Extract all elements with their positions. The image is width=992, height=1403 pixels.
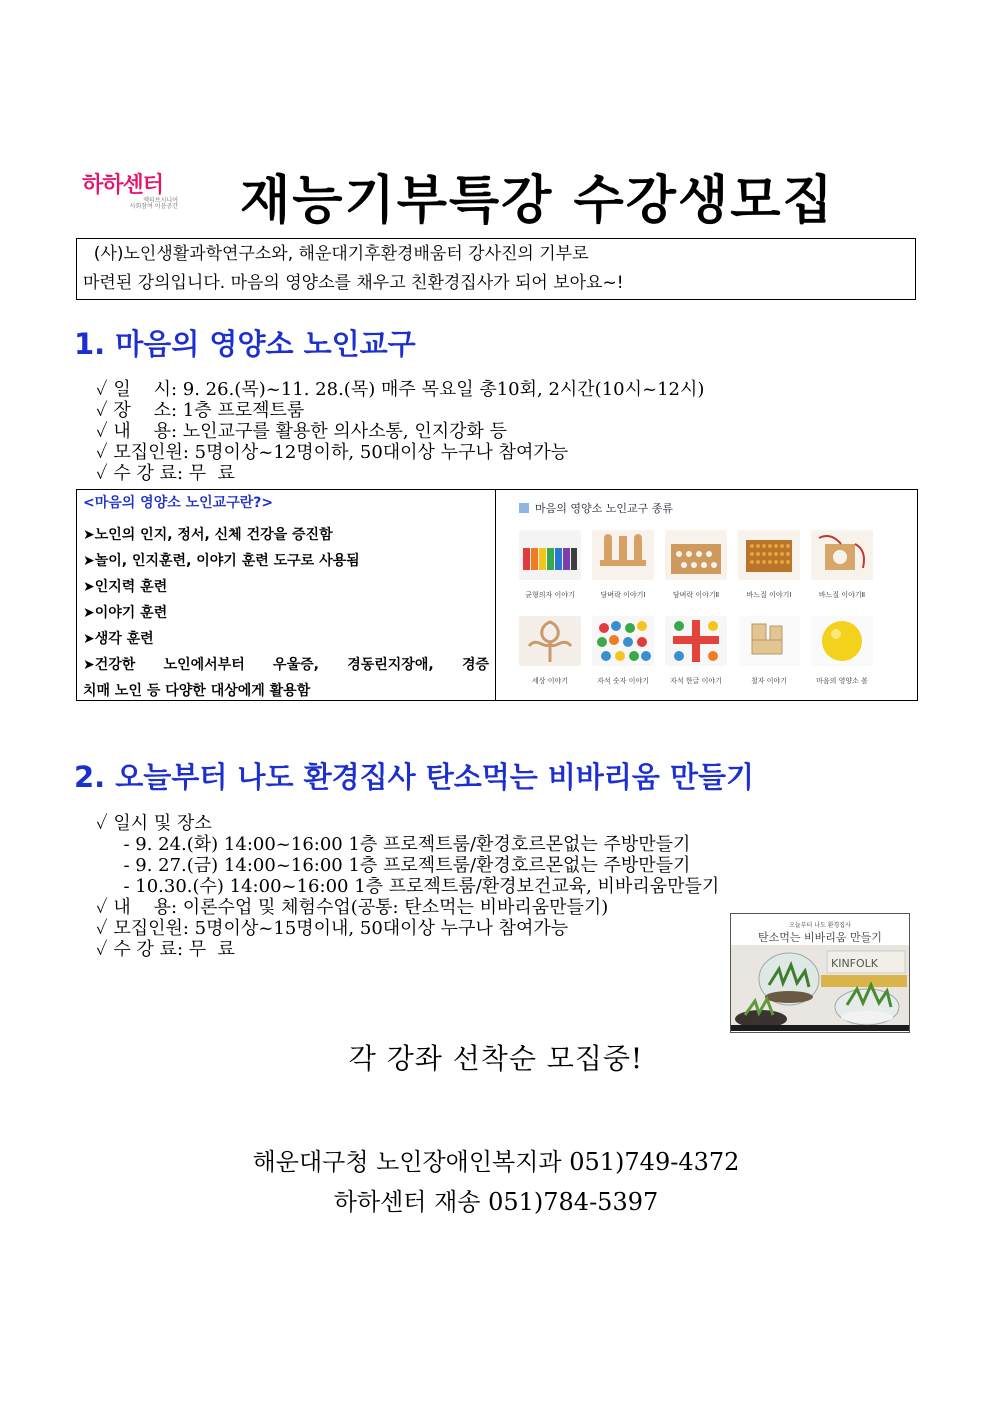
toy-info-box [76,489,918,701]
toy-caption: 담벼락 이야기Ⅰ [600,591,646,599]
toy-point: ➤노인의 인지, 정서, 신체 건강을 증진함 [83,527,333,543]
toy-point: 치매 노인 등 다양한 대상에게 활용함 [83,683,311,699]
toy-image [738,530,800,580]
center-logo [82,168,178,226]
toy-item [811,616,873,686]
logo-tagline-1: 액티브시니어 [143,197,178,204]
toy-caption: 담벼락 이야기Ⅱ [672,591,720,599]
toy-caption: 철자 이야기 [750,677,788,685]
section1-fee: ✓ 수 강 료: 무 료 [96,463,235,484]
section2-session-1: - 9. 24.(화) 14:00~16:00 1층 프로젝트룸/환경호르몬없는 주방만들기 [112,834,691,855]
toy-item [592,616,654,686]
toy-point: ➤놀이, 인지훈련, 이야기 훈련 도구로 사용됨 [83,553,360,569]
section2-heading: 2. 오늘부터 나도 환경집사 탄소먹는 비바리움 만들기 [74,760,755,794]
toy-item [811,530,873,600]
toy-info-heading: <마음의 영양소 노인교구란?> [83,495,274,511]
intro-line-2: 마련된 강의입니다. 마음의 영양소를 채우고 친환경집사가 되어 보아요~! [83,273,624,293]
toy-item [519,530,581,600]
photo-caption-small: 오늘부터 나도 환경집사 [789,922,851,929]
toy-caption: 마음의 영양소 볼 [816,677,868,685]
closing-message: 각 강좌 선착순 모집중! [348,1042,644,1075]
toy-point: ➤인지력 훈련 [83,579,168,595]
toy-item [738,616,800,686]
square-icon [519,503,529,513]
logo-wordmark: 하하센터 [82,173,164,198]
toy-caption: 바느질 이야기Ⅱ [818,591,866,599]
toy-item [738,530,800,600]
vivarium-image [731,945,909,1031]
toy-caption: 바느질 이야기Ⅰ [746,591,792,599]
toy-item [519,616,581,686]
toy-gallery [497,490,917,700]
toy-image [519,616,581,666]
section1-heading: 1. 마음의 영양소 노인교구 [74,327,416,361]
contact-gu-office: 해운대구청 노인장애인복지과 051)749-4372 [252,1148,740,1176]
vivarium-photo [730,913,910,1033]
section2-capacity: ✓ 모집인원: 5명이상~15명이내, 50대이상 누구나 참여가능 [96,918,569,939]
toy-item [665,616,727,686]
section1-place: ✓ 장 소: 1층 프로젝트룸 [96,400,305,421]
logo-tagline-2: 사회참여 이음공간 [129,203,178,210]
photo-caption: 탄소먹는 비바리움 만들기 [758,931,882,944]
section1-capacity: ✓ 모집인원: 5명이상~12명이하, 50대이상 누구나 참여가능 [96,442,569,463]
toy-image [738,616,800,666]
toy-image [519,530,581,580]
toy-image [592,616,654,666]
toy-point: ➤생각 훈련 [83,631,154,647]
toy-point: ➤이야기 훈련 [83,605,168,621]
photo-book-title: KINFOLK [831,957,879,970]
intro-line-1: (사)노인생활과학연구소와, 해운대기후환경배움터 강사진의 기부로 [83,244,589,264]
toy-caption: 자석 숫자 이야기 [597,677,649,685]
toy-item [592,530,654,600]
toy-caption: 세상 이야기 [531,677,569,685]
section2-content: ✓ 내 용: 이론수업 및 체험수업(공통: 탄소먹는 비바리움만들기) [96,897,609,918]
toy-gallery-title-text: 마음의 영양소 노인교구 종류 [535,502,674,515]
intro-box [76,238,916,300]
section2-session-2: - 9. 27.(금) 14:00~16:00 1층 프로젝트룸/환경호르몬없는 주방만들기 [112,855,691,876]
toy-item [665,530,727,600]
section1-content: ✓ 내 용: 노인교구를 활용한 의사소통, 인지강화 등 [96,421,507,442]
section2-schedule-label: ✓ 일시 및 장소 [96,813,212,834]
toy-point: ➤건강한 노인에서부터 우울증, 경동린지장애, 경증 [83,657,489,673]
toy-caption: 자석 한글 이야기 [670,677,722,685]
toy-image [665,530,727,580]
toy-image [811,616,873,666]
toy-info-text [77,490,496,700]
section2-details [96,813,719,960]
contact-center: 하하센터 재송 051)784-5397 [333,1188,659,1216]
section2-fee: ✓ 수 강 료: 무 료 [96,939,235,960]
toy-image [592,530,654,580]
toy-caption: 균형의자 이야기 [525,591,575,599]
toy-image [811,530,873,580]
section1-details [96,379,704,484]
section1-schedule: ✓ 일 시: 9. 26.(목)~11. 28.(목) 매주 목요일 총10회, 2시간(10시~12시) [96,379,705,400]
toy-gallery-title [519,500,673,516]
page-title: 재능기부특강 수강생모집 [240,171,835,231]
section2-session-3: - 10.30.(수) 14:00~16:00 1층 프로젝트룸/환경보건교육, 비바리움만들기 [112,876,720,897]
toy-image [665,616,727,666]
